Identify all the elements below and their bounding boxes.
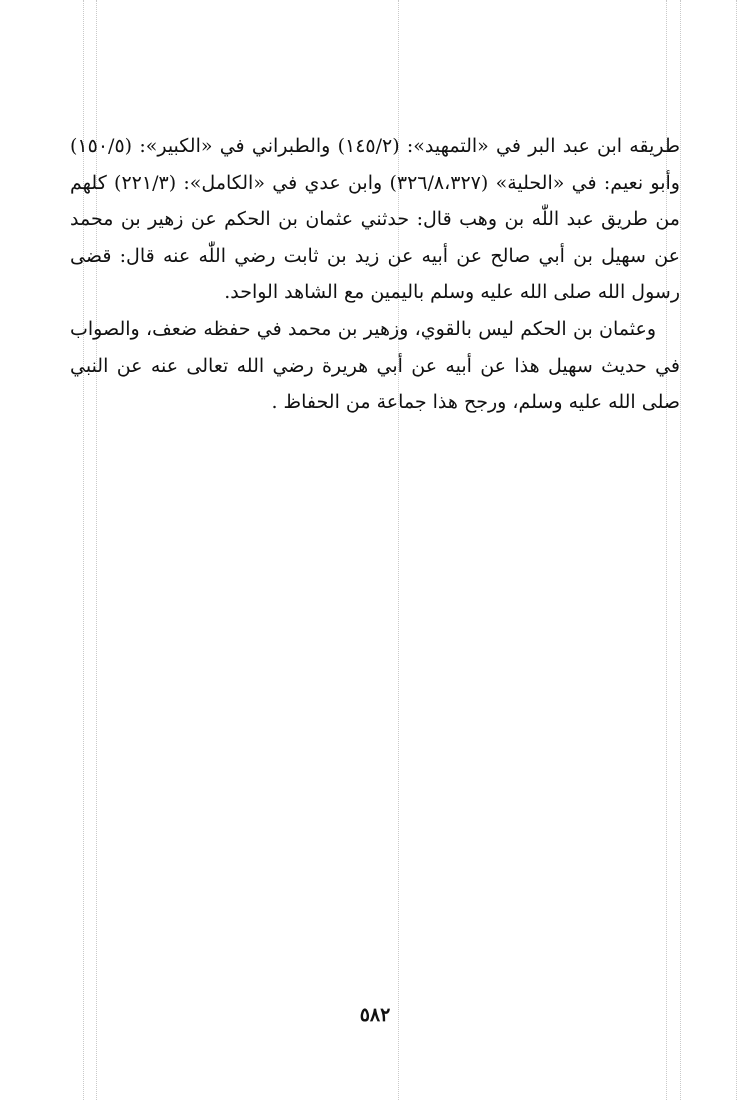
page-number: ٥٨٢: [359, 1004, 391, 1026]
body-text: [70, 128, 680, 421]
paragraph-citation: طريقه ابن عبد البر في «التمهيد»: (١٤٥/٢) والطبراني في «الكبير»: (١٥٠/٥) وأبو نعيم: في «الحلية» (٣٢٦/٨،٣٢٧) وابن عدي في «الكامل»: (٢٢١/٣) كلهم من طريق عبد اللّٰه بن وهب قال: حدثني عثمان بن الحكم عن زهير بن محمد عن سهيل بن أبي صالح عن أبيه عن زيد بن ثابت رضي اللّٰه عنه قال: قضى رسول الله صلى الله عليه وسلم باليمين مع الشاهد الواحد.: [70, 135, 680, 304]
margin-guide-right-outer: [680, 0, 681, 1100]
paragraph-commentary: وعثمان بن الحكم ليس بالقوي، وزهير بن محمد في حفظه ضعف، والصواب في حديث سهيل هذا عن أبيه عن أبي هريرة رضي الله تعالى عنه عن النبي صلى الله عليه وسلم، ورجح هذا جماعة من الحفاظ .: [70, 317, 680, 414]
margin-guide-edge: [736, 0, 737, 1100]
